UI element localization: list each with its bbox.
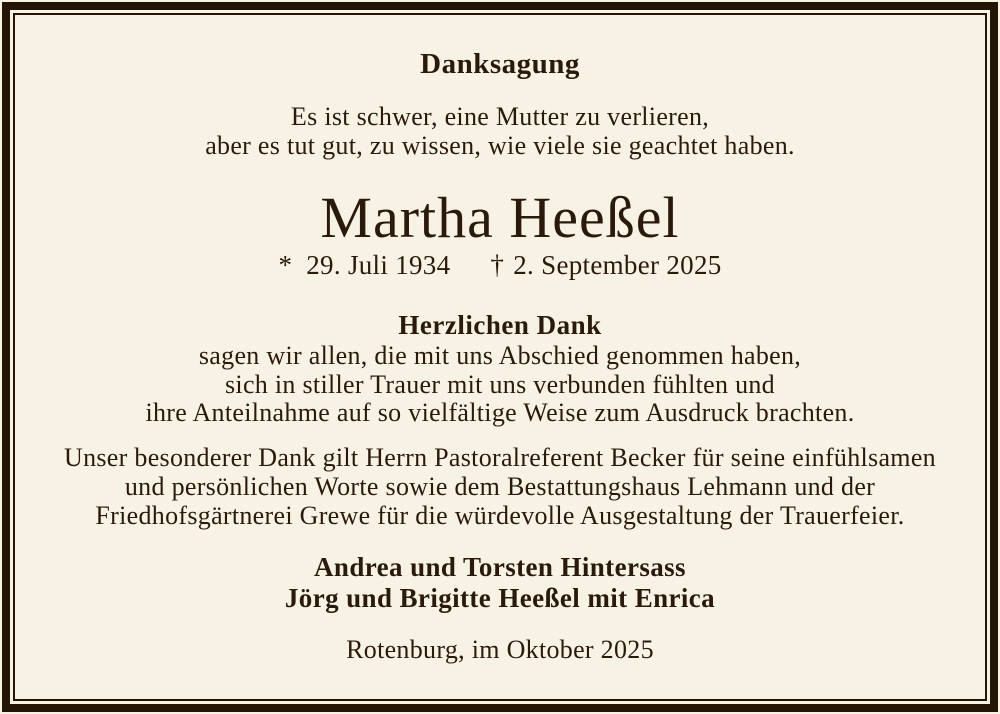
birth-date-text: 29. Juli 1934 (306, 250, 451, 280)
intro-verse-line: aber es tut gut, zu wissen, wie viele sie geachtet haben. (205, 131, 795, 160)
death-date-text: 2. September 2025 (513, 250, 722, 280)
signature-line: Jörg und Brigitte Heeßel mit Enrica (284, 582, 716, 613)
birth-date (278, 249, 450, 281)
signature-line: Andrea und Torsten Hintersass (314, 552, 686, 582)
special-thanks-line: Unser besonderer Dank gilt Herrn Pastoralreferent Becker für seine einfühlsamen (64, 443, 936, 472)
death-date (490, 249, 721, 281)
thanks-paragraph-line: ihre Anteilnahme auf so vielfältige Weise zum Ausdruck brachten. (145, 398, 855, 427)
thanks-paragraph-line: sich in stiller Trauer mit uns verbunden fühlten und (225, 369, 775, 399)
life-dates (0, 249, 1000, 281)
place-and-date: Rotenburg, im Oktober 2025 (346, 635, 654, 664)
special-thanks-line: und persönlichen Worte sowie dem Bestattungshaus Lehmann und der (124, 472, 876, 501)
intro-verse (0, 102, 1000, 160)
special-thanks-line: Friedhofsgärtnerei Grewe für die würdevolle Ausgestaltung der Trauerfeier. (95, 501, 905, 530)
death-cross-symbol: † (490, 250, 505, 280)
notice-title: Danksagung (420, 48, 580, 80)
thanks-paragraph (0, 342, 1000, 428)
thanks-paragraph-line: sagen wir allen, die mit uns Abschied genommen haben, (198, 341, 802, 370)
birth-star-symbol: * (278, 250, 293, 280)
intro-verse-line: Es ist schwer, eine Mutter zu verlieren, (290, 102, 710, 131)
thanks-heading: Herzlichen Dank (398, 310, 602, 340)
family-signatures (0, 552, 1000, 613)
deceased-name: Martha Heeßel (320, 185, 680, 250)
special-thanks-paragraph (0, 443, 1000, 530)
